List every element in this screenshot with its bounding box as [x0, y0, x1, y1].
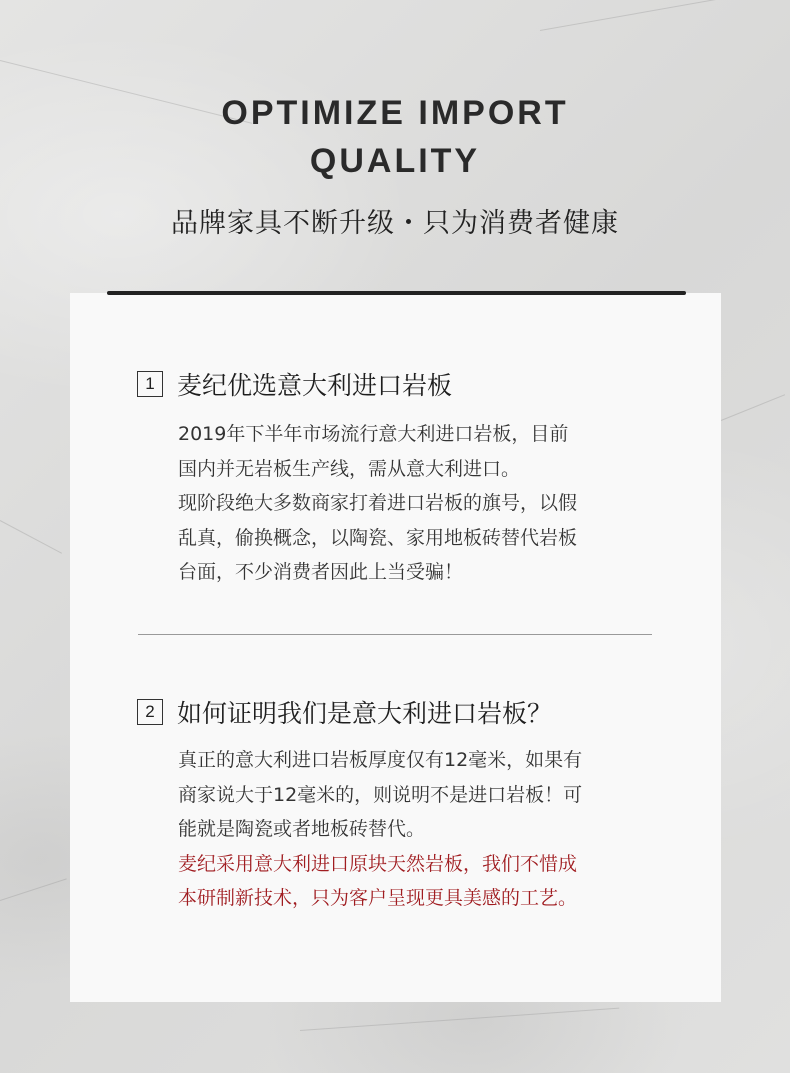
section-2-number-badge: 2: [137, 699, 163, 725]
section-2-heading: [137, 694, 552, 730]
section-2-line: 商家说大于12毫米的，则说明不是进口岩板！可: [178, 783, 583, 806]
section-divider: [138, 634, 652, 635]
page-title-line-1: OPTIMIZE IMPORT: [221, 94, 569, 132]
page-subtitle: 品牌家具不断升级・只为消费者健康: [171, 208, 619, 239]
section-1-line: 现阶段绝大多数商家打着进口岩板的旗号，以假: [178, 492, 578, 514]
section-1-number-badge: 1: [137, 371, 163, 397]
section-2-highlight-line: 麦纪采用意大利进口原块天然岩板，我们不惜成: [178, 852, 578, 875]
section-1-body: [178, 417, 653, 590]
section-1-line: 台面，不少消费者因此上当受骗！: [178, 561, 464, 583]
section-2-highlight-line: 本研制新技术，只为客户呈现更具美感的工艺。: [178, 887, 578, 909]
section-2-title: 如何证明我们是意大利进口岩板？: [177, 699, 553, 728]
section-1-line: 乱真，偷换概念，以陶瓷、家用地板砖替代岩板: [178, 526, 578, 549]
section-1-line: 国内并无岩板生产线，需从意大利进口。: [178, 457, 521, 480]
marble-vein: [0, 878, 67, 901]
section-1-line: 2019年下半年市场流行意大利进口岩板，目前: [178, 423, 569, 445]
marble-vein: [0, 520, 62, 554]
section-2-body: [178, 743, 653, 916]
marble-vein: [540, 0, 786, 31]
page-title-line-2: QUALITY: [309, 142, 481, 180]
section-2-line: 能就是陶瓷或者地板砖替代。: [178, 818, 426, 840]
card-top-rule: [107, 291, 686, 295]
section-1-heading: [137, 366, 452, 402]
marble-vein: [721, 394, 785, 421]
marble-vein: [300, 1008, 619, 1031]
section-2-line: 真正的意大利进口岩板厚度仅有12毫米，如果有: [178, 749, 583, 771]
section-1-title: 麦纪优选意大利进口岩板: [177, 371, 453, 400]
